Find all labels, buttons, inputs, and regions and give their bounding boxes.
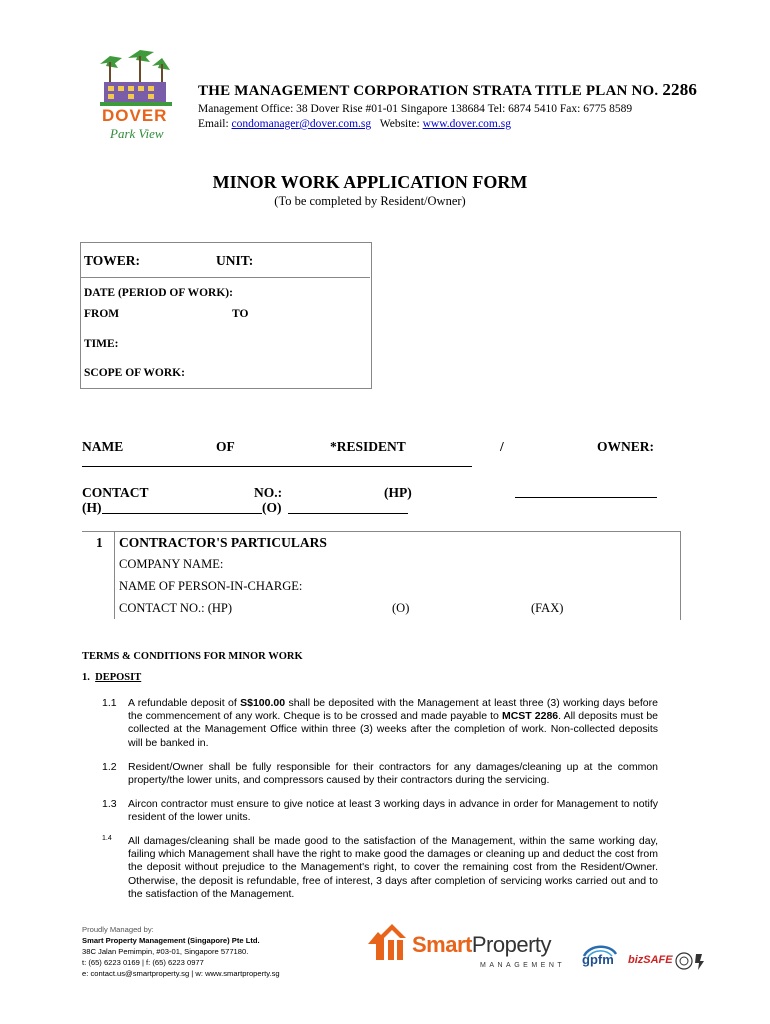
footer-managed-by: Proudly Managed by: [82,925,154,934]
bizsafe-logo [628,954,673,966]
contractor-number: 1 [96,535,103,550]
name-word: NAME [82,439,124,454]
owner-word: OWNER: [597,439,654,454]
deposit-amount: S$100.00 [240,697,286,709]
gpfm-text: gpfm [582,952,614,967]
form-subtitle: (To be completed by Resident/Owner) [274,194,466,208]
hp-word: (HP) [384,485,412,500]
certification-seal-icon [674,950,708,972]
term-text: . All deposits must be collected at the Management Office within three (3) weeks after the completion of work. Non-collected deposits will be banked in. [128,710,658,749]
footer-address: 38C Jalan Pemimpin, #03-01, Singapore 577180. [82,947,249,956]
h-label: (H) [82,500,102,515]
o-field-line[interactable] [288,513,408,514]
h-field-line[interactable] [102,513,262,514]
website-link[interactable]: www.dover.com.sg [422,118,511,130]
no-word: NO.: [254,485,283,500]
slash-word: / [500,439,504,454]
bizsafe-text: bizSAFE [628,954,673,966]
footer-company: Smart Property Management (Singapore) Pte Ltd. [82,936,260,945]
hp-field-line[interactable] [515,497,657,498]
term-item-1-3: Aircon contractor must ensure to give notice at least 3 working days in advance in order for Management to notify resident of the lower units. [128,798,658,824]
name-field-line[interactable] [82,466,472,467]
footer-email-web: e: contact.us@smartproperty.sg | w: www.smartproperty.sg [82,969,280,978]
smart-property-logo [366,922,566,974]
o-label: (O) [262,500,282,515]
term-item-1-2: Resident/Owner shall be fully responsible for their contractors for any damages/cleaning up at the common property/the lower units, and compressors caused by their contractors during the servicing. [128,761,658,787]
scope-label: SCOPE OF WORK: [84,367,185,379]
term-number: 1.1 [102,697,117,709]
contact-links [198,118,511,130]
term-number: 1.3 [102,798,117,810]
gpfm-logo [578,942,624,972]
from-label: FROM [84,308,120,320]
payee-name: MCST 2286 [501,710,559,723]
brand-name [412,932,551,958]
deposit-section [82,672,141,683]
deposit-section-number: 1. [82,672,90,683]
term-text: shall be deposited with the Management at least three (3) working days before the commencement of any work. Cheque is to be crossed and made payable to [128,697,658,723]
brand-smart: Smart [412,932,472,957]
contractor-o-label: (O) [392,601,410,615]
form-title: MINOR WORK APPLICATION FORM [212,172,528,192]
email-link[interactable]: condomanager@dover.com.sg [231,118,372,130]
contact-word: CONTACT [82,485,149,500]
company-name-label: COMPANY NAME: [119,557,224,571]
term-item-1-1 [128,697,658,750]
contractor-fax-label: (FAX) [531,601,564,615]
dover-park-view-logo [80,48,188,148]
box-divider [80,277,370,278]
person-in-charge-label: NAME OF PERSON-IN-CHARGE: [119,579,303,593]
unit-label: UNIT: [216,253,254,268]
email-label: Email: [198,118,229,130]
brand-sub: MANAGEMENT [480,962,566,969]
logo-script-text: Park View [110,126,164,141]
deposit-section-title: DEPOSIT [95,672,142,683]
time-label: TIME: [84,338,119,350]
resident-word: *RESIDENT [330,439,406,454]
tower-label: TOWER: [84,253,141,268]
brand-property: Property [471,932,552,957]
term-number: 1.2 [102,761,117,773]
term-item-1-4: All damages/cleaning shall be made good to the satisfaction of the Management, within the same working day, failing which Management shall have the right to make good the damages or cleaning up and deduct the cost from the deposit without prejudice to the Management's right, to cover the remaining cost from the Resident/Owner. Otherwise, the deposit is refundable, free of interest, 3 days after completion of servicing works carried out and to the satisfaction of the Management. [128,835,658,900]
mcst-title-prefix: THE MANAGEMENT CORPORATION STRATA TITLE PLAN NO. [198,83,659,99]
term-text: A refundable deposit of [128,697,241,709]
logo-dover-text: DOVER [102,106,168,125]
of-word: OF [216,439,235,454]
footer-phone: t: (65) 6223 0169 | f: (65) 6223 0977 [82,958,204,967]
terms-heading: TERMS & CONDITIONS FOR MINOR WORK [82,651,303,662]
contractor-hp-label: CONTACT NO.: (HP) [119,601,233,615]
management-address: Management Office: 38 Dover Rise #01-01 Singapore 138684 Tel: 6874 5410 Fax: 6775 8589 [198,103,633,115]
contractor-heading: CONTRACTOR'S PARTICULARS [119,535,327,550]
mcst-title [198,80,697,100]
date-label: DATE (PERIOD OF WORK): [84,287,233,299]
website-label: Website: [379,118,420,130]
to-label: TO [232,308,249,320]
mcst-title-number: 2286 [662,80,698,99]
term-number: 1.4 [102,835,112,842]
smart-property-roof-icon [366,922,408,962]
